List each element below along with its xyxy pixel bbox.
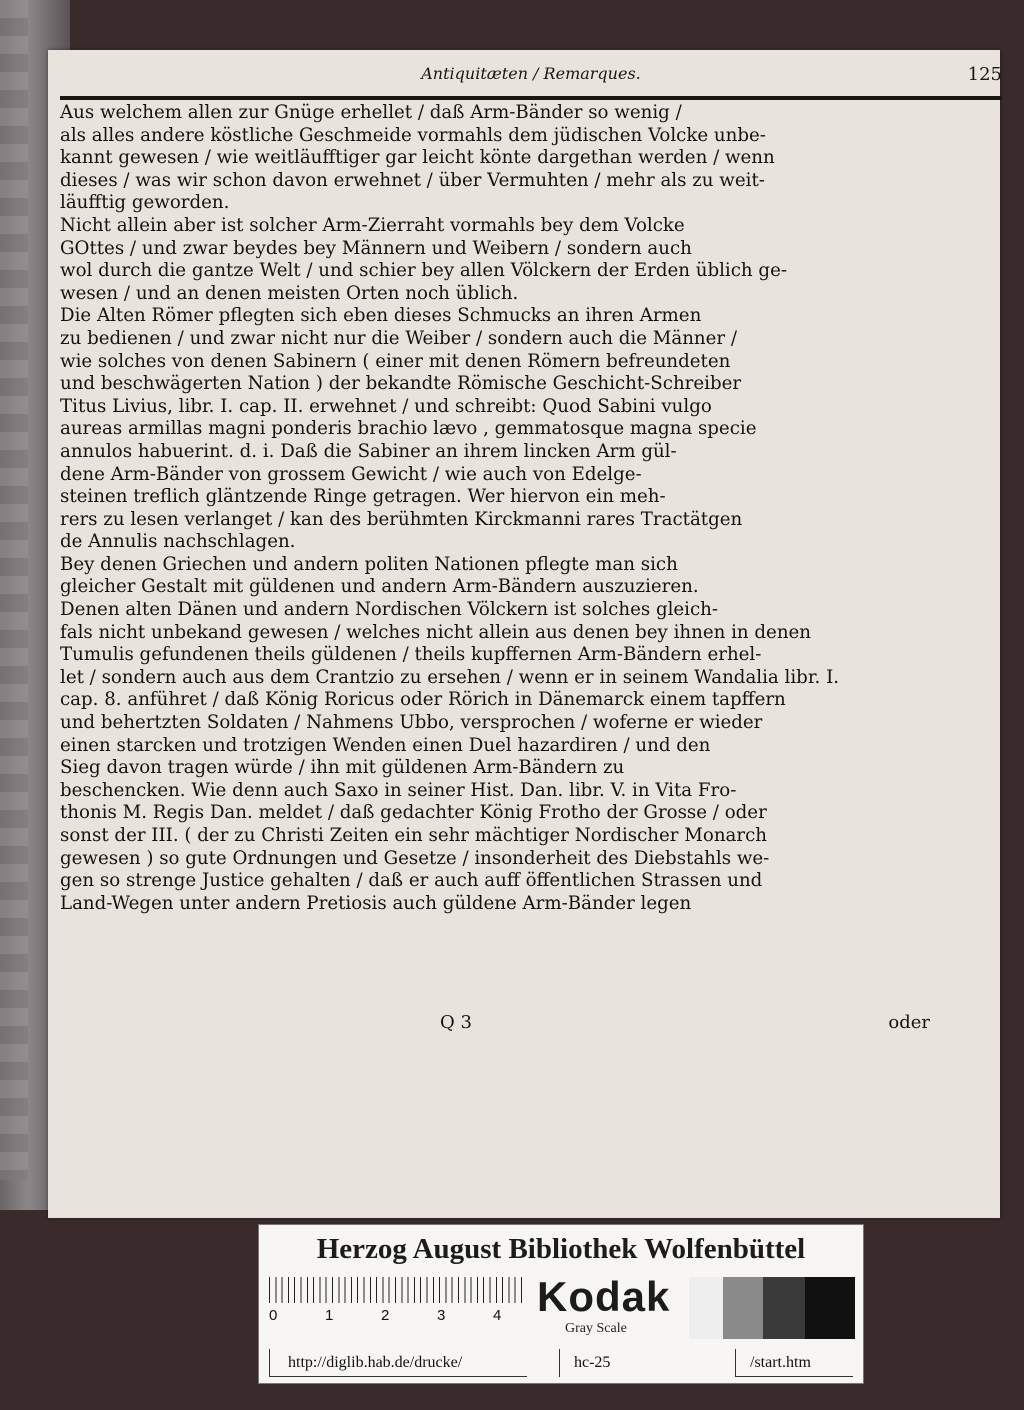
text-line: kannt gewesen / wie weitläufftiger gar leicht könte dargethan werden / wenn — [60, 147, 775, 169]
body-text — [60, 102, 930, 915]
text-line: und behertzten Soldaten / Nahmens Ubbo, versprochen / woferne er wieder — [60, 712, 763, 734]
text-line: fals nicht unbekand gewesen / welches nicht allein aus denen bey ihnen in denen — [60, 621, 812, 643]
kodak-logo: Kodak — [537, 1273, 671, 1320]
text-line: Land-Wegen unter andern Pretiosis auch güldene Arm-Bänder legen — [60, 892, 692, 914]
page-footer — [60, 1012, 930, 1038]
url-field: http://diglib.hab.de/drucke/ — [269, 1349, 527, 1377]
text-line: Titus Livius, libr. I. cap. II. erwehnet / und schreibt: Quod Sabini vulgo — [60, 395, 712, 417]
text-line: Nicht allein aber ist solcher Arm-Zierraht vormahls bey dem Volcke — [60, 214, 685, 236]
text-line: dieses / was wir schon davon erwehnet / über Vermuhten / mehr als zu weit- — [60, 169, 765, 191]
text-line: gleicher Gestalt mit güldenen und andern Arm-Bändern auszuzieren. — [60, 576, 699, 598]
text-line: und beschwägerten Nation ) der bekandte Römische Geschicht-Schreiber — [60, 373, 742, 395]
text-line: Aus welchem allen zur Gnüge erhellet / daß Arm-Bänder so wenig / — [60, 102, 682, 123]
gray-swatch — [689, 1277, 723, 1339]
text-line: zu bedienen / und zwar nicht nur die Weiber / sondern auch die Männer / — [60, 327, 738, 349]
text-line: Bey denen Griechen und andern politen Nationen pflegte man sich — [60, 553, 678, 575]
text-line: Sieg davon tragen würde / ihn mit güldenen Arm-Bändern zu — [60, 757, 625, 779]
gray-swatch — [723, 1277, 763, 1339]
text-line: wie solches von denen Sabinern ( einer mit denen Römern befreundeten — [60, 350, 731, 372]
gray-swatch — [763, 1277, 805, 1339]
text-line: gewesen ) so gute Ordnungen und Gesetze / insonderheit des Diebstahls we- — [60, 847, 770, 869]
ruler-label: 4 — [493, 1307, 502, 1324]
signature-mark: Q 3 — [440, 1012, 472, 1033]
text-line: Tumulis gefundenen theils güldenen / theils kupffernen Arm-Bändern erhel- — [60, 644, 762, 666]
gray-swatch — [805, 1277, 855, 1339]
text-line: dene Arm-Bänder von grossem Gewicht / wie auch von Edelge- — [60, 463, 642, 485]
text-line: steinen treflich gläntzende Ringe getragen. Wer hiervon ein meh- — [60, 486, 666, 508]
shelfmark-field: hc-25 — [559, 1349, 669, 1377]
gray-scale-label: Gray Scale — [565, 1321, 627, 1336]
text-line: einen starcken und trotzigen Wenden einen Duel hazardiren / und den — [60, 734, 711, 756]
text-line: Denen alten Dänen und andern Nordischen Völckern ist solches gleich- — [60, 599, 719, 621]
text-line: wesen / und an denen meisten Orten noch üblich. — [60, 282, 519, 304]
page-number: 125 — [967, 64, 1002, 85]
text-line: Die Alten Römer pflegten sich eben dieses Schmucks an ihren Armen — [60, 305, 702, 327]
ruler-label: 3 — [437, 1307, 446, 1324]
text-line: als alles andere köstliche Geschmeide vormahls dem jüdischen Volcke unbe- — [60, 124, 766, 146]
library-name: Herzog August Bibliothek Wolfenbüttel — [316, 1233, 806, 1265]
ruler-ticks — [269, 1277, 523, 1303]
text-line: de Annulis nachschlagen. — [60, 531, 296, 553]
text-line: läufftig geworden. — [60, 192, 230, 214]
ruler-label: 2 — [381, 1307, 390, 1324]
running-title: Antiquitæten / Remarques. — [421, 64, 641, 83]
page-header — [60, 64, 1002, 92]
library-target-card — [258, 1224, 864, 1384]
ruler-label: 0 — [269, 1307, 278, 1324]
text-line: wol durch die gantze Welt / und schier bey allen Völckern der Erden üblich ge- — [60, 260, 787, 282]
adjacent-page-edge — [0, 0, 28, 1180]
text-line: GOttes / und zwar beydes bey Männern und Weibern / sondern auch — [60, 237, 692, 259]
text-line: thonis M. Regis Dan. meldet / daß gedachter König Frotho der Grosse / oder — [60, 802, 767, 824]
text-line: gen so strenge Justice gehalten / daß er auch auff öffentlichen Strassen und — [60, 870, 763, 892]
ruler-labels — [269, 1307, 529, 1325]
ruler-label: 1 — [325, 1307, 334, 1324]
text-line: sonst der III. ( der zu Christi Zeiten ein sehr mächtiger Nordischer Monarch — [60, 825, 767, 846]
text-line: aureas armillas magni ponderis brachio lævo , gemmatosque magna specie — [60, 418, 757, 440]
scale-ruler — [269, 1277, 523, 1323]
gray-scale-swatches — [689, 1277, 855, 1339]
header-rule — [60, 96, 1002, 100]
catchword: oder — [888, 1012, 930, 1033]
text-line: annulos habuerint. d. i. Daß die Sabiner an ihrem lincken Arm gül- — [60, 440, 677, 462]
start-page-field: /start.htm — [735, 1349, 853, 1377]
text-line: beschencken. Wie denn auch Saxo in seiner Hist. Dan. libr. V. in Vita Fro- — [60, 779, 737, 801]
text-line: let / sondern auch aus dem Crantzio zu ersehen / wenn er in seinem Wandalia libr. I. — [60, 666, 840, 688]
text-line: cap. 8. anführet / daß König Roricus oder Rörich in Dänemarck einem tapffern — [60, 689, 786, 711]
text-line: rers zu lesen verlanget / kan des berühmten Kirckmanni rares Tractätgen — [60, 508, 743, 530]
